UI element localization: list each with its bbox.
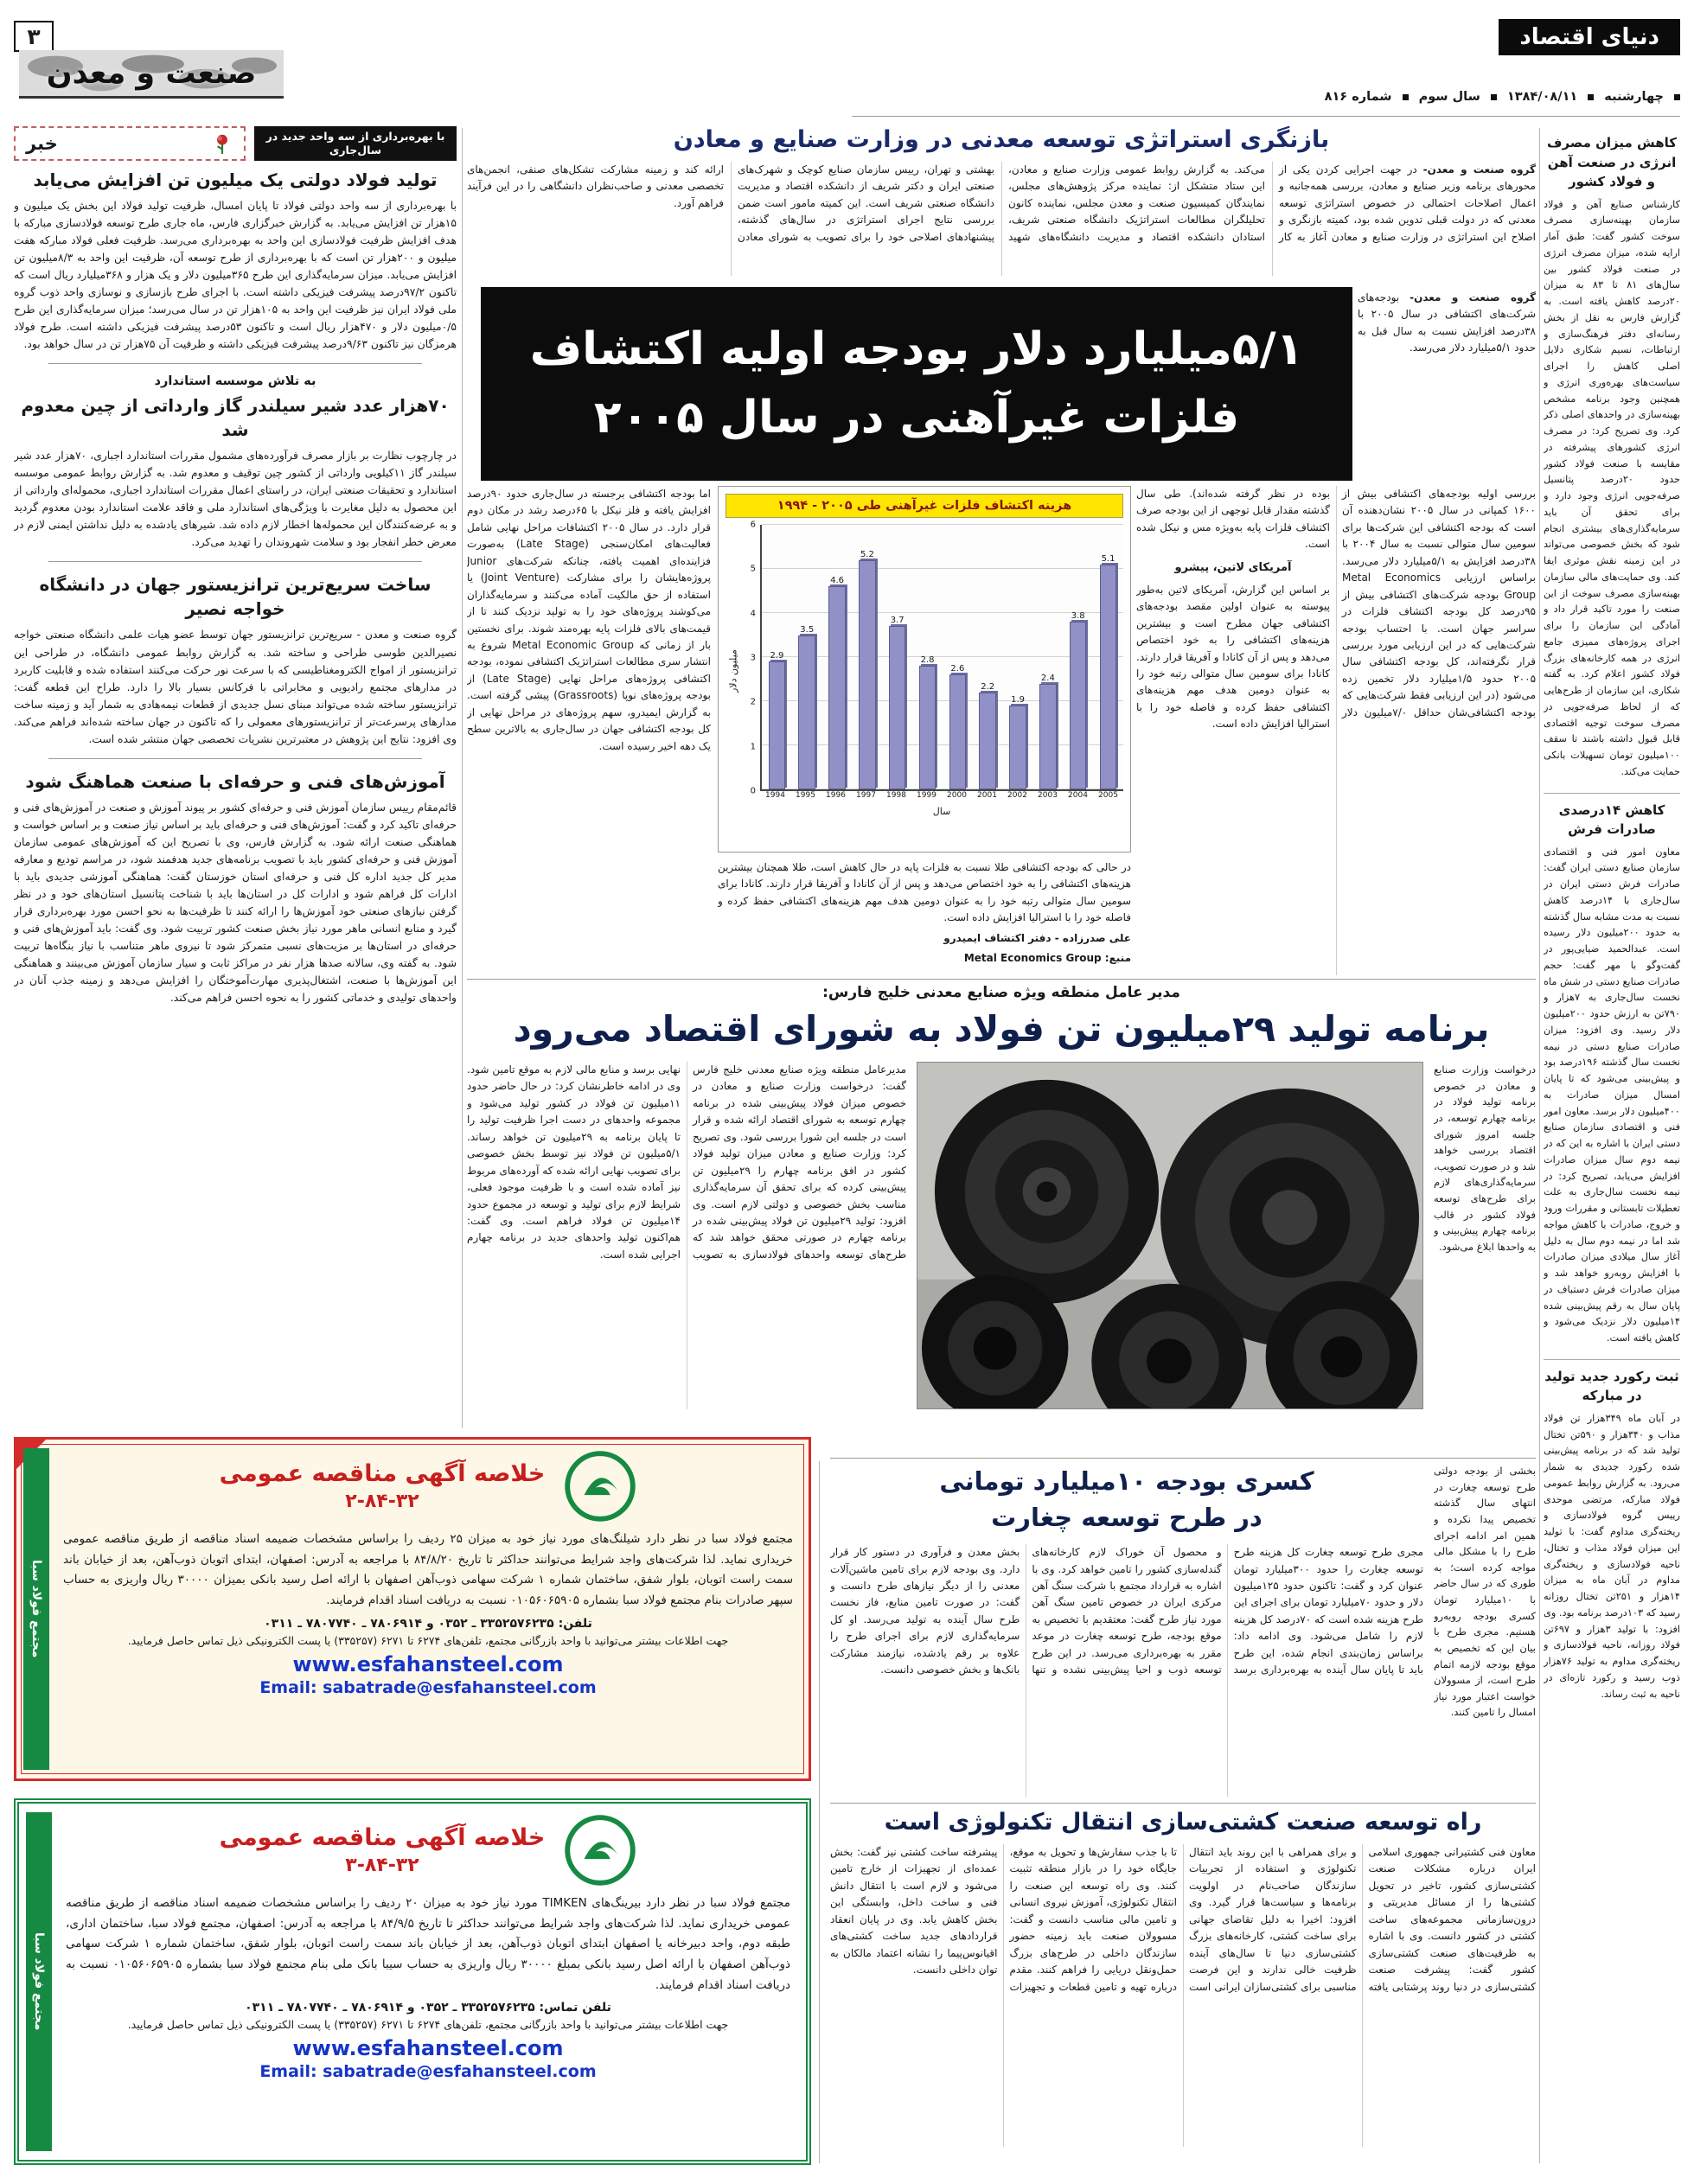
chart-plot [760, 525, 1123, 791]
chart-y-tick: 4 [750, 609, 756, 619]
chart-x-tick: 2003 [1038, 791, 1058, 800]
steel-article-body: مدیرعامل منطقه ویژه صنایع معدنی خلیج فارس گفت: درخواست وزارت صنایع و معادن در خصوص میزان فولاد پیش‌بینی شده در برنامه چهارم توسعه به شورای اقتصاد ارائه شده و قرار است در جلسه این شورا بررسی شود. وی تصریح کرد: وزارت صنایع و معادن میزان تولید فولاد کشور در افق برنامه چهارم را ۲۹میلیون تن پیش‌بینی کرده که برای تحقق آن سرمایه‌گذاری مناسب بخش خصوصی و دولتی لازم است. وی افزود: تولید ۲۹میلیون تن فولاد پیش‌بینی شده در برنامه چهارم در صورتی محقق خواهد شد که طرح‌های توسعه واحدهای فولادسازی به تصویب نهایی برسد و منابع مالی لازم به موقع تامین شود. وی در ادامه خاطرنشان کرد: در حال حاضر حدود ۱۱میلیون تن فولاد در کشور تولید می‌شود و مجموعه واحدهای در دست اجرا ظرفیت تولید را تا پایان برنامه به ۲۹میلیون تن خواهد رساند. ۵/۱میلیون تن فولاد نیز توسط بخش خصوصی برای تصویب نهایی ارائه شده که آورده‌های مربوط نیز آماده شده است و با ظرفیت موجود فعلی، شرایط لازم برای تولید و توسعه در مجموع حدود ۱۴میلیون تن فولاد فراهم است. وی گفت: هم‌اکنون تولید واحدهای جدید در برنامه چهارم اجرایی شده است. [467, 1063, 906, 1261]
chart-bar-1996 [828, 586, 846, 789]
dateline-issue: شماره ۸۱۶ [1324, 90, 1392, 104]
chart-bar-1999 [919, 666, 936, 789]
exploration-chart [718, 486, 1131, 853]
budget-article-col-left: اما بودجه اکتشافی برجسته در سال‌جاری حدود ۹۰درصد افزایش یافته و فلز نیکل با ۶۵درصد رشد در مکان دوم قرار دارد. در سال ۲۰۰۵ اکتشافات مراحل نهایی شامل فعالیت‌های امکان‌سنجی (Late Stage) به‌صورت فزاینده‌ای اهمیت یافته، چنانکه شرکت‌های Junior پروژه‌هایشان را برای مشارکت (Joint Venture) یا استفاده از حق مالکیت آماده می‌کنند و سرمایه‌گذاران می‌کوشند پروژه‌های خود را به تولید نزدیک کنند تا از قیمت‌های بالای فلزات پایه بهره‌مند شوند. برای نخستین بار از زمانی که Metal Economic Group شروع به انتشار سری مطالعات استراتژیک اکتشافی نموده، بودجه اکتشافی پروژه‌های مراحل نهایی (Late Stage) از بودجه پروژه‌های نوپا (Grassroots) پیشی گرفته است. به گزارش ایمیدرو، سهم پروژه‌های در مراحل نهایی از کل بودجه اکتشافی جهان در سال‌جاری به بالاترین سطح یک دهه اخیر رسیده است. [467, 488, 711, 752]
right-sidebar [1544, 126, 1680, 2163]
steel-article [467, 984, 1536, 1454]
news-column [14, 126, 457, 1428]
ad-2-header: خلاصه آگهی مناقصه عمومی [219, 1824, 546, 1851]
divider [48, 561, 422, 562]
ad-2-note: جهت اطلاعات بیشتر می‌توانید با واحد بازرگانی مجتمع، تلفن‌های ۶۲۷۴ تا ۶۲۷۱ (۳۳۵۲۵۷) یا پست الکترونیکی ذیل تماس حاصل فرمایید. [127, 2018, 729, 2032]
news-item-1-body: با بهره‌برداری از سه واحد دولتی فولاد تا پایان امسال، ظرفیت تولید فولاد این بخش یک میلیون و ۱۵هزار تن افزایش می‌یابد. به گزارش خبرگزاری فارس، ماه جاری طرح توسعه فولادسازی مبارکه با هدف افزایش ظرفیت فولادسازی این واحد به بهره‌برداری می‌رسد. ظرفیت فعلی فولاد مبارکه هفت میلیون و ۲۰۰هزار تن است که با بهره‌برداری از طرح توسعه آن، ظرفیت این واحد به ۸/۳میلیون تن افزایش می‌یابد. میزان سرمایه‌گذاری این طرح ۳۶۵میلیون دلار و یک هزار و ۳۶۸میلیارد ریال است که تاکنون ۹۷/۲درصد پیشرفت فیزیکی داشته است. با اجرای طرح بازسازی و نوسازی واحد ذوب گروه ملی فولاد ایران نیز ظرفیت این واحد به ۱۰۵هزار تن در سال می‌رسد؛ میزان سرمایه‌گذاری این طرح ۰/۵میلیون دلار و ۴۷۰هزار ریال است و تاکنون ۵۳درصد پیشرفت فیزیکی داشته است. طرح فولاد هرمزگان نیز تاکنون ۹/۶۳درصد پیشرفت فیزیکی داشته و ظرفیت آن ۷۵هزار تن در سال خواهد بود. [14, 200, 457, 351]
masthead: دنیای اقتصاد [1499, 19, 1680, 55]
chart-bar-2000 [949, 674, 967, 789]
chart-bar-value: 1.9 [1011, 695, 1025, 706]
budget-below-chart-text: در حالی که بودجه اکتشافی طلا نسبت به فلزات پایه در حال کاهش است، طلا همچنان بیشترین هزینه‌های اکتشافی را به خود اختصاص می‌دهد و پس از آن کانادا و آفریقا قرار دارند. کانادا برای سومین سال متوالی رتبه خود را به عنوان دومین هدف مهم هزینه‌های اکتشافی حفظ کرده و فاصله خود را با استرالیا افزایش داده است. [718, 861, 1131, 924]
chart-bar-1994 [769, 661, 786, 789]
budget-lead-text: بودجه‌های شرکت‌های اکتشافی در سال ۲۰۰۵ با ۳۸درصد افزایش نسبت به سال قبل به حدود ۵/۱میلیارد دلار می‌رسد. [1358, 291, 1536, 354]
ad-1-website-link[interactable]: www.esfahansteel.com [292, 1651, 564, 1676]
banner-headline-line1: ۵/۱میلیارد دلار بودجه اولیه اکتشاف [529, 323, 1304, 375]
chart-bar-value: 5.2 [860, 549, 874, 559]
chart-bar-2004 [1070, 622, 1087, 789]
choghart-article-body: مجری طرح توسعه چغارت کل هزینه طرح توسعه چغارت را حدود ۳۰۰میلیارد تومان عنوان کرد و گفت: تاکنون حدود ۱۲۵میلیون دلار و حدود ۷۰میلیارد تومان برای اجرای این طرح هزینه شده است که ۷۰درصد کل هزینه لازم را شامل می‌شود. وی ادامه داد: براساس زمان‌بندی انجام شده، این طرح باید تا پایان سال آینده به بهره‌برداری برسد و محصول آن خوراک لازم کارخانه‌های گندله‌سازی کشور را تامین خواهد کرد. وی با اشاره به قرارداد مجتمع با شرکت سنگ آهن مرکزی ایران در خصوص تامین سنگ آهن مورد نیاز طرح گفت: معتقدیم با تخصیص به موقع بودجه، طرح توسعه چغارت در موعد مقرر به بهره‌برداری می‌رسد. در این طرح توسعه ذوب و احیا پیش‌بینی نشده و تنها بخش معدن و فرآوری در دستور کار قرار دارد. وی بودجه لازم برای تامین ماشین‌آلات معدنی را از دیگر نیازهای طرح دانست و گفت: در صورت تامین منابع، فاز نخست طرح سال آینده به تولید می‌رسد. او کل سرمایه‌گذاری لازم برای اجرای طرح را علاوه بر رقم یادشده، نیازمند مشارکت بانک‌ها و بخش خصوصی دانست. [830, 1546, 1423, 1676]
chart-bar-2005 [1100, 565, 1117, 789]
chart-x-tick: 2005 [1098, 791, 1118, 800]
chart-y-tick: 0 [750, 786, 756, 796]
chart-bar-slot [852, 525, 882, 789]
sidebar-article-3-title: ثبت رکورد جدید تولید در مبارکه [1544, 1368, 1679, 1404]
choghart-article-col-right: بخشی از بودجه دولتی طرح توسعه چغارت در انتهای سال گذشته تخصیص پیدا نکرده و همین امر ادامه اجرای طرح را با مشکل مالی مواجه کرده است؛ به طوری که در سال حاضر با ۱۰میلیارد تومان کسری بودجه روبه‌رو هستیم. مجری طرح با بیان این که تخصیص به موقع بودجه لازمه اتمام طرح است، از مسوولان خواست اعتبار مورد نیاز امسال را تامین کنند. [1434, 1465, 1536, 1719]
chart-y-axis [741, 520, 760, 796]
ad-1-phone: تلفن: ۳۳۵۲۵۷۶۲۳۵ ـ ۰۳۵۲ و ۷۸۰۶۹۱۴ ـ ۷۸۰۷۷۴۰ ـ ۰۳۱۱ [264, 1616, 592, 1631]
chart-bar-value: 2.6 [950, 664, 965, 674]
section-banner [19, 50, 284, 99]
rose-icon [211, 132, 233, 155]
sidebar-article-carpet [1544, 793, 1680, 1359]
budget-col-right-1: بررسی اولیه بودجه‌های اکتشافی بیش از ۱۶۰۰ کمپانی در سال ۲۰۰۵ نشان‌دهنده آن است که بودجه اکتشافی این شرکت‌ها برای سومین سال متوالی نسبت به سال ۲۰۰۴ با ۳۸درصد افزایش به ۵/۱میلیارد دلار می‌رسد. براساس ارزیابی Metal Economics Group بودجه شرکت‌های اکتشافی بیش از ۹۵درصد کل بودجه اکتشاف فلزات در سراسر جهان است. با احتساب بودجه شرکت‌هایی که در این ارزیابی مورد بررسی قرار نگرفته‌اند، کل بودجه اکتشافی سال ۲۰۰۵ حدود ۱/۵میلیارد دلار تخمین زده می‌شود (در این ارزیابی فقط شرکت‌هایی که بودجه اکتشافی‌شان حداقل ۷/۰میلیون دلار بوده در نظر گرفته شده‌اند). طی سال گذشته مقدار قابل توجهی از این بودجه صرف اکتشاف فلزات پایه به‌ویژه مس و نیکل شده است. [1136, 488, 1536, 718]
steel-article-title: برنامه تولید ۲۹میلیون تن فولاد به شورای اقتصاد می‌رود [513, 1008, 1490, 1050]
ad-1-side-label: مجتمع فولاد سبا [23, 1448, 49, 1770]
separator-square [1491, 94, 1497, 100]
sidebar-article-1-body: کارشناس صنایع آهن و فولاد سازمان بهینه‌سازی مصرف سوخت کشور گفت: طبق آمار ارایه شده، میزان مصرف انرژی در صنعت فولاد کشور بین سال‌های ۸۱ تا ۸۳ به میزان ۲۰درصد کاهش یافته است. به گزارش فارس به نقل از بخش رسانه‌ای دفتر فرهنگ‌سازی و ارتباطات، نسیم شکاری دلایل اصلی کاهش را اجرای سیاست‌های بهره‌وری انرژی و همچنین وجود برنامه مشخص بهینه‌سازی در واحدهای اصلی ذکر کرد. وی تصریح کرد: در مصرف انرژی کشورهای پیشرفته در مقایسه با صنعت فولاد کشور حدود ۲۰درصد پتانسیل صرفه‌جویی انرژی وجود دارد و برای تحقق آن باید سرمایه‌گذاری‌های بیشتری انجام شود که بخش خصوصی می‌تواند در این زمینه نقش موثری ایفا کند. وی حمایت‌های مالی سازمان بهینه‌سازی مصرف سوخت از این صنعت را مورد تاکید قرار داد و آمادگی این سازمان را برای اجرای پروژه‌های ممیزی جامع انرژی در همه کارخانه‌های بزرگ فولاد کشور اعلام کرد. به گفته شکاری، این سازمان از طرح‌هایی که از لحاظ صرفه‌جویی در مصرف سوخت توجیه اقتصادی قابل قبول داشته باشند تا سقف ۱۰۰میلیون تومان تسهیلات بانکی حمایت می‌کند. [1544, 198, 1680, 777]
ship-article [830, 1809, 1536, 2163]
chart-bar-slot [973, 525, 1003, 789]
budget-subhead: آمریکای لاتین، پیشرو [1174, 560, 1292, 574]
divider [467, 979, 1536, 980]
review-article-body [467, 162, 1536, 276]
chart-bar-value: 2.8 [920, 655, 935, 666]
ad-2-body: مجتمع فولاد سبا در نظر دارد بیرینگ‌های TIMKEN مورد نیاز خود به میزان ۲۰ ردیف را براساس مشخصات ضمیمه اسناد مناقصه از طریق مناقصه عمومی خریداری نماید. لذا شرکت‌های واجد شرایط می‌توانند حداکثر تا تاریخ ۸۴/۹/۵ با مراجعه به آدرس: اصفهان، مجتمع فولاد سبا، ساختمان اداری، طبقه دوم، واحد دبیرخانه یا اصفهان ابتدای اتوبان ذوب‌آهن، بعد از خیابان باند سمت راست اتوبان، بلوار شفق، ساختمان شماره ۱ شرکت سهامی ذوب‌آهن اصفهان با ارائه اصل رسید بانکی بمبلغ ۳۰۰۰۰ ریال واریزی به حساب سیبا بانک ملی بنام مجتمع فولاد سبا بشماره ۰۱۰۵۶۰۶۵۹۰۵ نسبت به دریافت اسناد اقدام فرمایند. [66, 1896, 791, 1992]
chart-x-tick: 1999 [917, 791, 936, 800]
news-item-3-title: ساخت سریع‌ترین ترانزیستور جهان در دانشگاه خواجه نصیر [39, 574, 431, 620]
chart-y-tick: 2 [750, 697, 756, 707]
ad-1-note: جهت اطلاعات بیشتر می‌توانید با واحد بازرگانی مجتمع، تلفن‌های ۶۲۷۴ تا ۶۲۷۱ (۳۳۵۲۵۷) یا پست الکترونیکی ذیل تماس حاصل فرمایید. [127, 1633, 729, 1647]
foulad-saba-logo-icon [564, 1450, 636, 1523]
chart-bar-slot [1093, 525, 1123, 789]
divider [852, 116, 1680, 117]
budget-lead-in: گروه صنعت و معدن- [1410, 291, 1536, 303]
news-item-3-body: گروه صنعت و معدن - سریع‌ترین ترانزیستور جهان توسط عضو هیات علمی دانشگاه صنعتی خواجه نصیرالدین طوسی طراحی و ساخته شد. به گزارش روابط عمومی دانشگاه، در طراحی این ترانزیستور از امواج الکترومغناطیسی که با سرعت نور حرکت می‌کنند استفاده شده و قابلیت کاربرد در مدارهای مجتمع رادیویی و مخابراتی با فرکانس بسیار بالا را دارد. طراح این قطعه گفت: ترانزیستور ساخته شده می‌تواند مبنای نسل جدیدی از قطعات نیمه‌هادی به شمار آید و زمینه ساخت مدارهای پرسرعت‌تر از ترانزیستورهای معمولی را که تاکنون در جهان ساخته شده‌اند فراهم می‌کند. وی افزود: نتایج این پژوهش در معتبرترین نشریات تخصصی جهان منتشر شده است. [14, 629, 457, 745]
page-number: ۳ [14, 21, 54, 52]
ad-2-side-label: مجتمع فولاد سبا [26, 1812, 52, 2151]
chart-bar-2002 [1009, 706, 1026, 789]
divider [830, 1803, 1536, 1804]
budget-signature: علی صدرزاده - دفتر اکتشاف ایمیدرو [943, 931, 1131, 944]
chart-bar-2001 [979, 693, 996, 789]
chart-bar-slot [943, 525, 973, 789]
budget-article-col-right [1136, 486, 1536, 975]
chart-bar-1998 [889, 626, 906, 789]
chart-bar-value: 3.7 [890, 616, 905, 626]
chart-bar-value: 4.6 [830, 576, 845, 586]
divider [48, 758, 422, 759]
chart-bar-slot [822, 525, 853, 789]
chart-x-tick: 2004 [1068, 791, 1088, 800]
sidebar-article-record [1544, 1359, 1680, 1715]
chart-x-tick: 1996 [826, 791, 846, 800]
sidebar-article-1-title: کاهش میزان مصرف انرژی در صنعت آهن و فولاد کشور [1547, 135, 1677, 189]
section-title: صنعت و معدن [46, 55, 257, 91]
news-item-4-body: قائم‌مقام رییس سازمان آموزش فنی و حرفه‌ای کشور بر پیوند آموزش و صنعت در آموزش‌های فنی و حرفه‌ای تاکید کرد و گفت: آموزش‌های فنی و حرفه‌ای باید بر اساس نیاز صنعت و بر اساس خواست و هماهنگی صنعت ارائه شود. به گزارش فارس، وی با تصریح این که آموزش‌های عمومی سازمان آموزش فنی و حرفه‌ای کشور باید با تصویب برنامه‌های جدید هدفمند شود، در مراسم تودیع و معارفه مدیر کل جدید اداره کل فنی و حرفه‌ای استان خوزستان گفت: هماهنگی آموزشی جدیدی باید با ادارات کل فراهم شود و ادارات کل در استان‌ها باید با شناخت پتانسیل استان‌های خود و در نظر گرفتن نیازهای صنعتی خود آموزش‌ها را ارائه کنند تا ظرفیت‌ها به نحو احسن مورد بهره‌برداری قرار گیرد و منابع انسانی ماهر مورد نیاز بخش صنعت کشور تربیت شود. وی گفت: باید آموزش‌های فنی و حرفه‌ای در استان‌ها بر مزیت‌های نسبی متمرکز شود تا نیروی ماهر متناسب با نیاز بنگاه‌ها تربیت شود. به گفته وی، سالانه صدها هزار نفر در مراکز ثابت و سیار سازمان آموزش می‌بینند و هماهنگی این آموزش‌ها با صنعت، اشتغال‌پذیری مهارت‌آموختگان را افزایش می‌دهد و زمینه جذب آنان در واحدهای تولیدی و خدماتی کشور را به نحوه احسن فراهم می‌کند. [14, 801, 457, 1005]
choghart-article [830, 1463, 1536, 1797]
chart-x-tick: 1995 [796, 791, 815, 800]
separator-square [1403, 94, 1409, 100]
khabar-label: خبر [26, 133, 58, 154]
chart-y-tick: 3 [750, 653, 756, 663]
ad-2-website-link[interactable]: www.esfahansteel.com [292, 2036, 564, 2061]
ad-1-email-link[interactable]: Email: sabatrade@esfahansteel.com [259, 1677, 597, 1697]
chart-bar-slot [792, 525, 822, 789]
choghart-article-title [830, 1463, 1423, 1536]
budget-article-col-right-text [1136, 486, 1536, 975]
steel-article-col-right: درخواست وزارت صنایع و معادن در خصوص برنامه تولید فولاد در برنامه چهارم توسعه، در جلسه امروز شورای اقتصاد بررسی خواهد شد و در صورت تصویب، سرمایه‌گذاری‌های لازم برای طرح‌های توسعه فولاد کشور در قالب برنامه چهارم پیش‌بینی و به واحدها ابلاغ می‌شود. [1434, 1063, 1536, 1253]
chart-x-tick: 1998 [886, 791, 906, 800]
budget-article-below-chart [718, 859, 1131, 975]
sidebar-article-2-body: معاون امور فنی و اقتصادی سازمان صنایع دستی ایران گفت: صادرات فرش دستی ایران در سال‌جاری با ۱۴درصد کاهش نسبت به مدت مشابه سال گذشته به حدود ۲۰۰میلیون دلار رسیده است. عبدالحمید ضیایی‌پور در گفت‌وگو با مهر گفت: حجم صادرات صنایع دستی در شش ماه نخست سال‌جاری به ۷هزار و ۷۹۰تن به ارزش حدود ۲۰۰میلیون دلار رسید. وی افزود: میزان صادرات صنایع دستی در نیمه نخست سال گذشته ۱۹۶درصد بود و پیش‌بینی می‌شود که تا پایان امسال میزان صادرات به ۴۰۰میلیون دلار برسد. معاون امور فنی و اقتصادی سازمان صنایع دستی ایران با اشاره به این که در نیمه دوم سال میزان صادرات افزایش می‌یابد، تصریح کرد: در نیمه نخست سال‌جاری به علت تعطیلات تابستانی و مقررات ورود و خروج، صادرات با کاهش مواجه شد اما در نیمه دوم سال به دلیل آغاز سال میلادی میزان صادرات با افزایش روبه‌رو خواهد شد و میزان صادرات فرش دستباف در پایان سال به رقم پیش‌بینی شده ۱۴میلیون دلار نزدیک می‌شود و کاهش یافته است. [1544, 846, 1680, 1344]
review-article [467, 126, 1536, 284]
divider [48, 363, 422, 364]
dateline-day: چهارشنبه [1604, 90, 1664, 104]
dateline-date: ۱۳۸۴/۰۸/۱۱ [1506, 90, 1578, 104]
chart-x-tick: 2002 [1007, 791, 1027, 800]
review-lead-in: گروه صنعت و معدن- [1422, 163, 1536, 176]
review-body-text: در جهت اجرایی کردن یکی از محورهای برنامه وزیر صنایع و معادن، بررسی همه‌جانبه و اعمال اصلاحات احتمالی در خصوص استراتژی توسعه معدنی که در دولت قبلی تدوین شده بود، کمیته بازنگری و اصلاح این استراتژی در وزارت صنایع و معادن آغاز به کار می‌کند. به گزارش روابط عمومی وزارت صنایع و معادن، این ستاد متشکل از: نماینده مرکز پژوهش‌های مجلس، نمایندگان کمیسیون صنعت و معدن مجلس، نماینده کانون تحلیلگران مطالعات استراتژیک دانشگاه صنعتی شریف، استادان دانشکده اقتصاد و مدیریت دانشگاه‌های شهید بهشتی و تهران، رییس سازمان صنایع کوچک و شهرک‌های صنعتی ایران و دکتر شریف از دانشکده اقتصاد و مدیریت دانشگاه صنعتی شریف است. این کمیته مامور است ضمن بررسی نتایج اجرای استراتژی در سال‌های گذشته، پیشنهادهای اصلاحی خود را برای تصویب به شورای معادن ارائه کند و زمینه مشارکت تشکل‌های صنفی، انجمن‌های تخصصی معدنی و صاحب‌نظران دانشگاهی را در این فرآیند فراهم آورد. [467, 163, 1536, 243]
ship-article-body: معاون فنی کشتیرانی جمهوری اسلامی ایران درباره مشکلات صنعت کشتی‌سازی کشور، تاخیر در تحویل کشتی‌ها را از مسائل مدیریتی و درون‌سازمانی مجموعه‌های ساخت کشتی در کشور دانست. وی با اشاره به ظرفیت‌های صنعت کشتی‌سازی کشور گفت: پیشرفت صنعت کشتی‌سازی در دنیا روند پرشتابی یافته و برای همراهی با این روند باید انتقال تکنولوژی و استفاده از تجربیات سازندگان صاحب‌نام در اولویت برنامه‌ها و سیاست‌ها قرار گیرد. وی افزود: اخیرا به دلیل تقاضای جهانی برای ساخت کشتی، کارخانه‌های بزرگ کشتی‌سازی دنیا تا سال‌های آینده ظرفیت خالی ندارند و این فرصت مناسبی برای کشتی‌سازان ایرانی است تا با جذب سفارش‌ها و تحویل به موقع، جایگاه خود را در بازار منطقه تثبیت کنند. وی راه توسعه این صنعت را انتقال تکنولوژی، آموزش نیروی انسانی و تامین مالی مناسب دانست و گفت: مسوولان صنعت باید زمینه حضور سازندگان داخلی در طرح‌های بزرگ حمل‌ونقل دریایی را فراهم کنند. مقدم درباره تهیه و تامین قطعات و تجهیزات پیشرفته ساخت کشتی نیز گفت: بخش عمده‌ای از تجهیزات از خارج تامین می‌شود و لازم است با انتقال دانش فنی و ساخت داخل، وابستگی این بخش کاهش یابد. وی در پایان انعقاد قراردادهای جدید ساخت کشتی‌های اقیانوس‌پیما را نشانه اعتماد مالکان به توان داخلی دانست. [830, 1846, 1536, 1993]
separator-square [1674, 94, 1680, 100]
foulad-saba-logo-icon [564, 1814, 636, 1887]
chart-bar-2003 [1039, 684, 1057, 789]
ad-1-number: ۲-۸۴-۳۲ [345, 1491, 419, 1512]
news-item-2-title: ۷۰هزار عدد شیر سیلندر گاز وارداتی از چین معدوم شد [21, 395, 450, 441]
divider [1539, 128, 1540, 2163]
chart-x-tick: 1997 [856, 791, 876, 800]
chart-y-tick: 6 [750, 520, 756, 530]
review-article-title: بازنگری استراتژی توسعه معدنی در وزارت صنایع و معادن [673, 126, 1330, 153]
chart-bar-value: 2.2 [981, 681, 995, 692]
chart-bar-value: 2.4 [1040, 673, 1055, 683]
steel-coils-photo [917, 1062, 1423, 1409]
news-item-4-title: آموزش‌های فنی و حرفه‌ای با صنعت هماهنگ شود [25, 770, 445, 792]
budget-source: منبع: Metal Economics Group [963, 952, 1131, 965]
chart-bar-slot [762, 525, 792, 789]
ad-2-number: ۳-۸۴-۳۲ [345, 1855, 419, 1876]
sidebar-article-energy [1544, 126, 1680, 793]
chart-y-label: میلیون دلار [727, 649, 739, 693]
choghart-title-line2: در طرح توسعه چغارت [991, 1503, 1263, 1533]
chart-bar-value: 3.8 [1071, 611, 1085, 622]
ship-article-title: راه توسعه صنعت کشتی‌سازی انتقال تکنولوژی است [884, 1809, 1482, 1836]
dateline [1325, 90, 1680, 104]
chart-bar-value: 5.1 [1101, 553, 1115, 564]
news-item-2-body: در چارچوب نظارت بر بازار مصرف فرآورده‌های مشمول مقررات استاندارد اجباری، ۷۰هزار عدد شیر سیلندر گاز ۱۱کیلویی وارداتی از کشور چین توقیف و معدوم شد. به گزارش روابط عمومی موسسه استاندارد و تحقیقات صنعتی ایران، در راستای اعمال مقررات استاندارد اجباری، محموله‌ای وارداتی از این محصول به دلیل مغایرت با ویژگی‌های استاندارد ملی و فاقد علامت استاندارد بودن معدوم گردید و به عرضه‌کنندگان این محموله‌ها اخطار لازم داده شد. شیرهای یادشده به دلیل نداشتن ایمنی لازم در معرض خطر انفجار بود و سلامت شهروندان را تهدید می‌کرد. [14, 450, 457, 549]
chart-bar-value: 3.5 [800, 624, 815, 635]
chart-x-label: سال [932, 806, 951, 817]
separator-square [1588, 94, 1594, 100]
chart-bar-slot [1063, 525, 1093, 789]
chart-bar-slot [912, 525, 943, 789]
chart-bar-slot [1032, 525, 1063, 789]
chart-bar-slot [882, 525, 912, 789]
chart-y-tick: 5 [750, 564, 756, 574]
dateline-year: سال سوم [1418, 90, 1480, 104]
tender-ad-1 [14, 1437, 811, 1781]
chart-area [726, 520, 1123, 817]
sidebar-article-3-body: در آبان ماه ۳۴۹هزار تن فولاد مذاب و ۳۴۰هزار و ۵۹۰تن تختال تولید شد که در برنامه پیش‌بینی شده رکورد جدیدی به شمار می‌رود. به گزارش روابط عمومی فولاد مبارکه، مرتضی موحدی رییس گروه فولادسازی و ریخته‌گری مداوم گفت: با تولید این میزان فولاد مذاب و تختال، ناحیه فولادسازی و ریخته‌گری مداوم در آبان ماه به میزان ۱۴هزار و ۲۵۱تن تختال روزانه رسید که ۱۰۳درصد برنامه بود. وی افزود: با تولید ۳هزار و ۶۹۷تن فولاد روزانه، ناحیه فولادسازی و ریخته‌گری مداوم به تولید ۷۶هزار ذوب رسید و رکورد تازه‌ای در ناحیه به ثبت رساند. [1544, 1412, 1680, 1700]
choghart-title-line1: کسری بودجه ۱۰میلیارد تومانی [939, 1466, 1314, 1496]
sidebar-article-2-title: کاهش ۱۴درصدی صادرات فرش [1558, 801, 1665, 837]
budget-col-right-2: بر اساس این گزارش، آمریکای لاتین به‌طور پیوسته به عنوان اولین مقصد بودجه‌های اکتشافی جهان مطرح است و بیشترین هزینه‌های اکتشافی را به خود اختصاص می‌دهد و پس از آن کانادا و آفریقا قرار دارند. کانادا برای سومین سال متوالی رتبه خود را به عنوان دومین هدف مهم هزینه‌های اکتشافی حفظ کرده و فاصله خود را با استرالیا افزایش داده است. [1136, 583, 1330, 731]
divider [830, 1458, 1536, 1459]
ad-1-body: مجتمع فولاد سبا در نظر دارد شیلنگ‌های مورد نیاز خود به میزان ۲۵ ردیف را براساس مشخصات ضمیمه اسناد مناقصه از طریق مناقصه عمومی خریداری نماید. لذا شرکت‌های واجد شرایط می‌توانند حداکثر تا تاریخ ۸۴/۸/۲۰ با مراجعه به آدرس: اصفهان، ابتدای اتوبان ذوب‌آهن، بعد از خیابان باند سمت راست اتوبان، بلوار شفق، ساختمان شماره ۱ شرکت سهامی ذوب‌آهن اصفهان با ارائه اصل رسید بانکی بمیزان ۳۰۰۰۰ ریال واریزی به حساب سپهر صادرات بنام مجتمع فولاد سبا بشماره ۰۱۰۵۶۰۶۵۹۰۵ نسبت به دریافت اسناد اقدام فرمایند. [63, 1532, 794, 1607]
banner-headline-line2: فلزات غیرآهنی در سال ۲۰۰۵ [593, 392, 1240, 444]
chart-bar-1995 [798, 635, 815, 790]
chart-title: هزینه اکتشاف فلزات غیرآهنی طی ۲۰۰۵ - ۱۹۹۴ [726, 494, 1123, 518]
news-item-1-kicker: با بهره‌برداری از سه واحد جدید در سال‌جاری [254, 126, 457, 161]
chart-y-tick: 1 [750, 742, 756, 752]
banner-headline [481, 287, 1352, 481]
divider [819, 1461, 820, 2163]
chart-bar-value: 2.9 [770, 651, 784, 661]
ad-1-header: خلاصه آگهی مناقصه عمومی [219, 1460, 546, 1487]
chart-bar-1997 [859, 560, 876, 789]
tender-ad-2 [14, 1798, 811, 2165]
steel-article-kicker: مدیر عامل منطقه ویژه صنایع معدنی خلیج فارس: [822, 984, 1180, 1001]
divider [462, 128, 463, 1428]
budget-article-lead [1358, 290, 1536, 481]
news-item-2-kicker: به تلاش موسسه استاندارد [154, 374, 316, 389]
news-item-1-title: تولید فولاد دولتی یک میلیون تن افزایش می‌یابد [33, 169, 438, 190]
chart-x-tick: 2001 [977, 791, 997, 800]
khabar-box [14, 126, 246, 161]
chart-x-tick: 1994 [765, 791, 785, 800]
ad-2-email-link[interactable]: Email: sabatrade@esfahansteel.com [259, 2062, 597, 2082]
chart-x-axis [760, 791, 1123, 804]
chart-bar-slot [1003, 525, 1033, 789]
chart-x-tick: 2000 [947, 791, 967, 800]
ad-2-phone: تلفن تماس: ۳۳۵۲۵۷۶۲۳۵ ـ ۰۳۵۲ و ۷۸۰۶۹۱۴ ـ ۷۸۰۷۷۴۰ ـ ۰۳۱۱ [245, 2001, 611, 2015]
